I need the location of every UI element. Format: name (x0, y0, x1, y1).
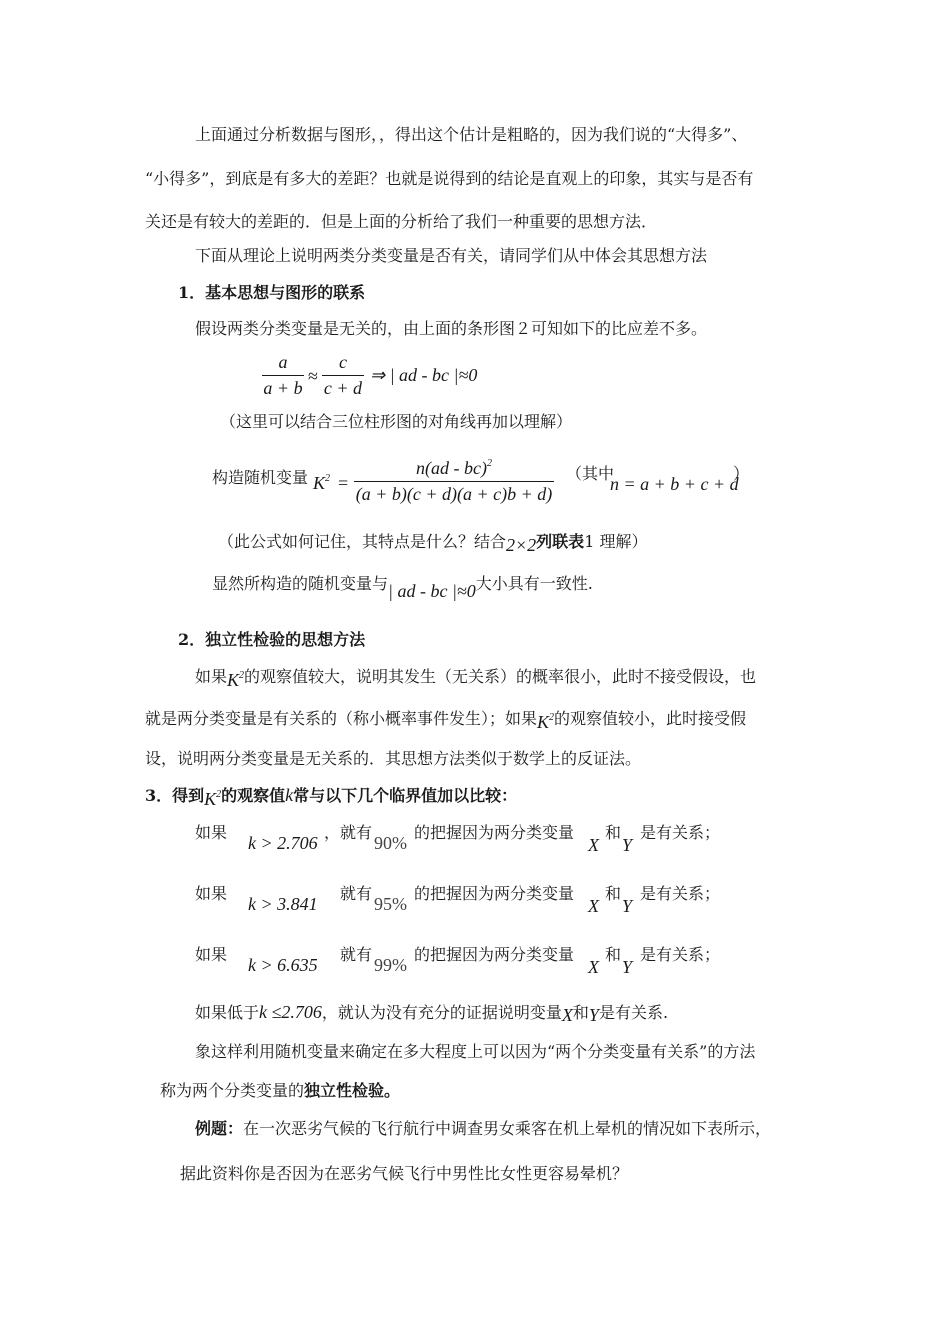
para1-line3: 关还是有较大的差距的．但是上面的分析给了我们一种重要的思想方法． (145, 212, 658, 231)
threshold-row-2-ruguo: 如果 (195, 884, 228, 903)
frac2-den: c + d (323, 378, 363, 398)
section2-line1: 如果$K^2$的观察值较大，说明其发生（无关系）的概率很小，此时不接受假设，也 (195, 667, 757, 690)
threshold-row-3-pct: 99% (374, 955, 407, 975)
where-close: ） (733, 464, 750, 483)
threshold-row-2-pct: 95% (374, 894, 407, 914)
method-line1: 象这样利用随机变量来确定在多大程度上可以因为“两个分类变量有关系”的方法 (195, 1042, 756, 1061)
threshold-row-3-condition: k > 6.635 (248, 955, 318, 975)
para2: 下面从理论上说明两类分类变量是否有关，请同学们从中体会其思想方法 (195, 246, 708, 265)
threshold-row-2-end: 是有关系； (640, 884, 721, 903)
threshold-row-3-y: Y (622, 957, 633, 977)
threshold-row-1-condition: k > 2.706 (248, 833, 318, 853)
threshold-row-1-text: 的把握因为两分类变量 (414, 823, 575, 842)
section1-note1: （这里可以结合三位柱形图的对角线再加以理解） (220, 412, 573, 431)
construct-label: 构造随机变量 (212, 468, 309, 487)
threshold-row-1-x: X (588, 835, 599, 855)
k2-symbol: $K^2$ (313, 473, 331, 493)
consistency-line: 显然所构造的随机变量与| ad - bc |≈0大小具有一致性. (212, 574, 593, 601)
low-threshold-line: 如果低于k ≤2.706，就认为没有充分的证据说明变量X和Y是有关系. (195, 1002, 669, 1025)
section1-note2: （此公式如何记住，其特点是什么？结合2×2列联表1 理解） (218, 532, 648, 555)
threshold-row-3-end: 是有关系； (640, 945, 721, 964)
para1-line1: 上面通过分析数据与图形，，得出这个估计是粗略的，因为我们说的“大得多”、 (195, 125, 748, 144)
approx-symbol: ≈ (308, 366, 318, 386)
where-expression: n = a + b + c + d (610, 474, 739, 494)
threshold-row-3-jiuyou: 就有 (340, 945, 373, 964)
fraction-c-over-c-plus-d (322, 352, 364, 399)
threshold-row-2-condition: k > 3.841 (248, 894, 318, 914)
example-line2: 据此资料你是否因为在恶劣气候飞行中男性比女性更容易晕机？ (180, 1164, 629, 1183)
fraction-a-over-a-plus-b (262, 352, 304, 399)
threshold-row-2-jiuyou: 就有 (340, 884, 373, 903)
threshold-row-1-sep: ， (324, 823, 341, 842)
frac2-num: c (339, 352, 347, 372)
threshold-row-2-he: 和 (605, 884, 622, 903)
threshold-row-1-ruguo: 如果 (195, 823, 228, 842)
threshold-row-3-x: X (588, 957, 599, 977)
frac1-num: a (278, 352, 288, 372)
section2-line2: 就是两分类变量是有关系的（称小概率事件发生）；如果$K^2$的观察值较小，此时接受假 (145, 709, 747, 732)
threshold-row-1-he: 和 (605, 823, 622, 842)
k2-bar (354, 481, 554, 482)
threshold-row-2-text: 的把握因为两分类变量 (414, 884, 575, 903)
threshold-row-2-x: X (588, 896, 599, 916)
section2-line3: 设，说明两分类变量是无关系的．其思想方法类似于数学上的反证法。 (145, 749, 642, 768)
k2-numerator: n(ad - bc)$^2$ (416, 458, 492, 478)
threshold-row-1-pct: 90% (374, 833, 407, 853)
section1-assume: 假设两类分类变量是无关的，由上面的条形图２可知如下的比应差不多。 (195, 319, 708, 338)
threshold-row-2-y: Y (622, 896, 633, 916)
frac1-den: a + b (263, 378, 303, 398)
equals-sign: = (338, 473, 349, 493)
method-line2: 称为两个分类变量的独立性检验。 (160, 1081, 401, 1100)
implies-expression: ⇒ | ad - bc |≈0 (370, 365, 478, 385)
threshold-row-1-y: Y (622, 835, 633, 855)
threshold-row-1-end: 是有关系； (640, 823, 721, 842)
k2-denominator: (a + b)(c + d)(a + c)b + d) (355, 484, 553, 504)
threshold-row-1-jiuyou: 就有 (340, 823, 373, 842)
frac2-bar (322, 375, 364, 376)
frac1-bar (262, 375, 304, 376)
example-line1: 例题：在一次恶劣气候的飞行航行中调查男女乘客在机上晕机的情况如下表所示， (195, 1119, 772, 1138)
k2-fraction (354, 458, 554, 505)
threshold-row-3-text: 的把握因为两分类变量 (414, 945, 575, 964)
threshold-row-3-he: 和 (605, 945, 622, 964)
para1-line2: “小得多”，到底是有多大的差距？也就是说得到的结论是直观上的印象，其实与是否有 (145, 169, 754, 188)
where-open: （其中 (566, 464, 615, 483)
threshold-row-3-ruguo: 如果 (195, 945, 228, 964)
section3-heading: 3．得到$K^2$的观察值k常与以下几个临界值加以比较： (145, 785, 518, 809)
section1-heading: 1．基本思想与图形的联系 (178, 283, 366, 302)
section2-heading: 2．独立性检验的思想方法 (178, 630, 366, 649)
